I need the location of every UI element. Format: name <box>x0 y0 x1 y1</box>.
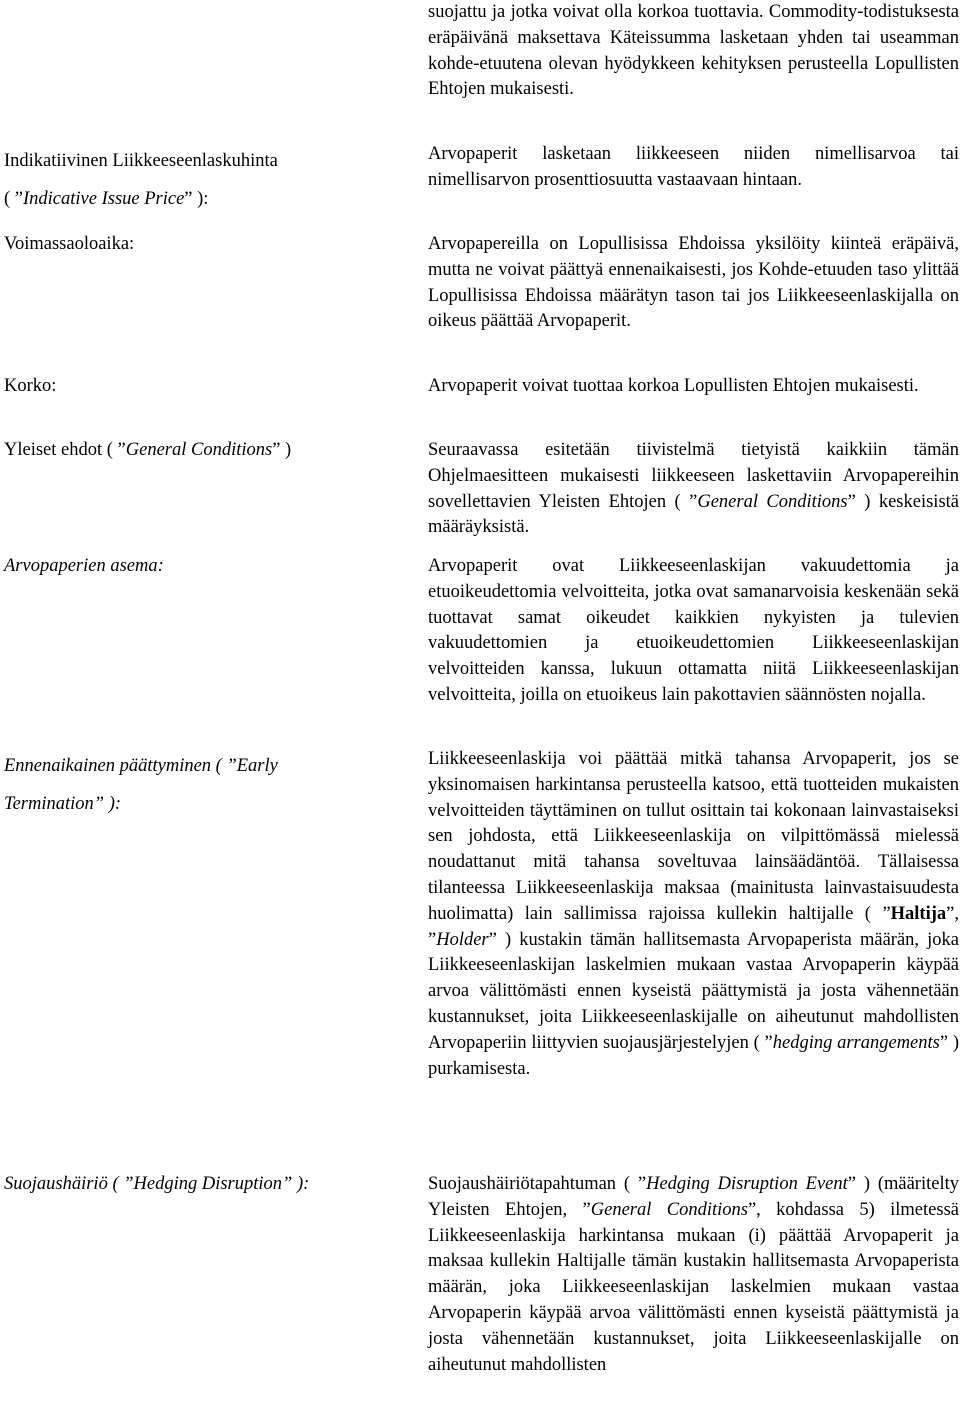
paragraph-general-conditions <box>428 438 959 541</box>
text-part: ” ) keskeisistä määräyksistä. <box>428 491 959 538</box>
text-part-italic: General Conditions <box>697 491 848 512</box>
text-part-italic: Hedging Disruption Event <box>646 1174 848 1194</box>
text-part: ”, kohdassa 5) ilmetessä Liikkeeseenlaskija harkintansa mukaan (i) päättää Arvopaperit ja maksaa kullekin Haltijalle tämän kustakin hallitsemasta Arvopaperista määrän, joka Liikkeeseenlaskijan laskelmien mukaan vastaa Arvopaperin käypää arvoa välittömästi ennen kyseistä päättymistä ja josta vähennetään kustannukset, joita Liikkeeseenlaskijalle on aiheutunut mahdollisten <box>428 1199 959 1375</box>
paragraph-intro-continuation: suojattu ja jotka voivat olla korkoa tuottavia. Commodity-todistuksesta eräpäivänä maksettava Käteissumma lasketaan yhden tai useamman kohde-etuutena olevan hyödykkeen kehityksen perusteella Lopullisten Ehtojen mukaisesti. <box>428 2 959 100</box>
label-line: Ennenaikainen päättyminen ( ”Early <box>4 756 278 776</box>
text-part-bold: Haltija <box>890 903 947 924</box>
label-status: Arvopaperien asema: <box>4 556 164 576</box>
label-part-italic: General Conditions <box>125 440 273 460</box>
label-interest: Korko: <box>4 376 57 396</box>
label-part: ” ): <box>184 189 209 209</box>
paragraph-early-termination <box>428 747 959 1082</box>
label-part-italic: Indicative Issue Price <box>23 189 185 209</box>
label-hedging-disruption: Suojaushäiriö ( ”Hedging Disruption” ): <box>4 1174 310 1194</box>
label-part: ” ) <box>272 440 292 460</box>
text-part: Liikkeeseenlaskija voi päättää mitkä tahansa Arvopaperit, jos se yksinomaisen harkintansa perusteella katsoo, että tuotteiden mukaisten velvoitteiden täyttäminen on tullut osittain tai kokonaan lainvastaiseksi sen johdosta, että Liikkeeseenlaskija on vilpittömässä mielessä noudattanut mitä tahansa soveltuvaa lainsäädäntöä. Tällaisessa tilanteessa Liikkeeseenlaskija maksaa (mainitusta lainvastaisuudesta huolimatta) lain sallimissa rajoissa kullekin haltijalle ( ” <box>428 749 959 924</box>
text-part-italic: hedging arrangements <box>772 1032 940 1053</box>
text-part: ” ) (määritelty Yleisten Ehtojen, ” <box>428 1174 959 1220</box>
label-line: Termination” ): <box>4 794 122 814</box>
label-indicative-issue-price <box>4 142 404 218</box>
text-part: ”, ” <box>428 903 959 950</box>
label-line: Indikatiivinen Liikkeeseenlaskuhinta <box>4 151 278 171</box>
label-line <box>4 180 404 218</box>
paragraph-interest: Arvopaperit voivat tuottaa korkoa Lopullisten Ehtojen mukaisesti. <box>428 376 919 396</box>
label-part: Yleiset ehdot ( ” <box>4 440 126 460</box>
text-part-italic: General Conditions <box>590 1199 748 1220</box>
label-general-conditions <box>4 438 404 464</box>
label-part: ( ” <box>4 189 23 209</box>
text-part: Seuraavassa esitetään tiivistelmä tietyistä kaikkiin tämän Ohjelmaesitteen mukaisesti liikkeeseen laskettaviin Arvopapereihin sovellettavien Yleisten Ehtojen ( ” <box>428 440 959 512</box>
paragraph-term: Arvopapereilla on Lopullisissa Ehdoissa yksilöity kiinteä eräpäivä, mutta ne voivat päättyä ennenaikaisesti, jos Kohde-etuuden taso ylittää Lopullisissa Ehdoissa määrätyn tason tai jos Liikkeeseenlaskijalla on oikeus päättää Arvopaperit. <box>428 234 959 332</box>
paragraph-status: Arvopaperit ovat Liikkeeseenlaskijan vakuudettomia ja etuoikeudettomia velvoitteita, jotka ovat samanarvoisia keskenään sekä tuottavat samat oikeudet kaikkien nykyisten ja tulevien vakuudettomien ja etuoikeudettomien Liikkeeseenlaskijan velvoitteiden kanssa, lukuun ottamatta niitä Liikkeeseenlaskijan velvoitteita, joilla on etuoikeus lain pakottavien säännösten nojalla. <box>428 556 959 705</box>
label-term: Voimassaoloaika: <box>4 234 135 254</box>
text-part: Suojaushäiriötapahtuman ( ” <box>428 1174 647 1194</box>
label-early-termination <box>4 747 404 823</box>
text-part: ” ) purkamisesta. <box>428 1032 960 1079</box>
paragraph-hedging-disruption <box>428 1172 959 1378</box>
text-part-italic: Holder <box>436 929 489 950</box>
text-part: ” ) kustakin tämän hallitsemasta Arvopaperista määrän, joka Liikkeeseenlaskijan laskelmien mukaan vastaa Arvopaperin käypää arvoa välittömästi ennen kyseistä päättymistä ja josta vähennetään kustannukset, joita Liikkeeseenlaskijalle on aiheutunut mahdollisten Arvopaperiin liittyvien suojausjärjestelyjen ( ” <box>428 929 959 1053</box>
paragraph-issue-price: Arvopaperit lasketaan liikkeeseen niiden nimellisarvoa tai nimellisarvon prosenttiosuutta vastaavaan hintaan. <box>428 144 959 190</box>
